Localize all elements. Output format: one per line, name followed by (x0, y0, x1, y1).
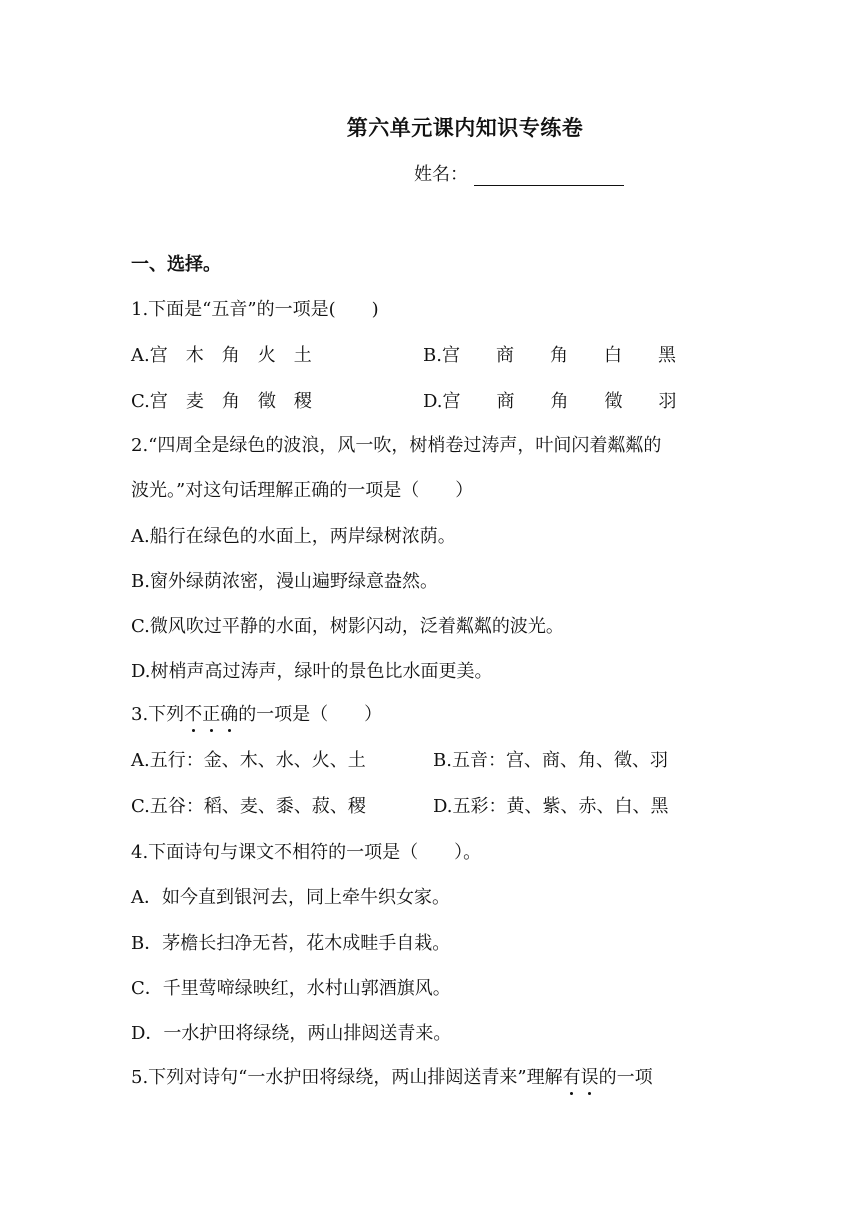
q3-stem-pre: 3.下列 (131, 704, 185, 725)
q2-stem-line-1: 2.“四周全是绿色的波浪，风一吹，树梢卷过涛声，叶间闪着粼粼的 (131, 435, 662, 456)
q4-option-d: D．一水护田将绿绕，两山排闼送青来。 (131, 1023, 452, 1044)
name-field-row (414, 160, 624, 186)
q3-option-b: B.五音：宫、商、角、徵、羽 (433, 750, 668, 771)
q1-option-b: B.宫 商 角 白 黑 (423, 345, 676, 366)
q4-option-a: A．如今直到银河去，同上牵牛织女家。 (131, 887, 450, 908)
q2-option-c: C.微风吹过平静的水面，树影闪动，泛着粼粼的波光。 (131, 616, 564, 637)
q1-option-a: A.宫 木 角 火 土 (131, 345, 312, 366)
page-title: 第六单元课内知识专练卷 (346, 116, 584, 140)
section-heading-choice: 一、选择。 (131, 254, 221, 275)
q2-stem-line-2: 波光。”对这句话理解正确的一项是（ ） (131, 480, 474, 501)
q3-option-c: C.五谷：稻、麦、黍、菽、稷 (131, 796, 366, 817)
q5-stem-pre: 5.下列对诗句“一水护田将绿绕，两山排闼送青来”理解 (131, 1067, 563, 1088)
q2-option-d: D.树梢声高过涛声，绿叶的景色比水面更美。 (131, 661, 493, 682)
q4-option-c: C．千里莺啼绿映红，水村山郭酒旗风。 (131, 978, 451, 999)
q5-stem-post: 的一项 (598, 1067, 653, 1088)
q3-option-d: D.五彩：黄、紫、赤、白、黑 (433, 796, 669, 817)
q2-option-b: B.窗外绿荫浓密，漫山遍野绿意盎然。 (131, 571, 438, 592)
q3-emphasis-char: 确 (220, 700, 238, 726)
name-label: 姓名： (414, 164, 468, 185)
q5-emphasis-char: 有 (563, 1063, 581, 1089)
q3-emphasis-char: 不 (184, 700, 202, 726)
q5-stem (131, 1063, 653, 1089)
q1-stem: 1.下面是“五音”的一项是( ) (131, 299, 379, 320)
q3-option-a: A.五行：金、木、水、火、土 (131, 750, 366, 771)
q3-stem-post: 的一项是（ ） (238, 704, 383, 725)
name-blank-line[interactable] (474, 165, 624, 186)
q2-option-a: A.船行在绿色的水面上，两岸绿树浓荫。 (131, 526, 456, 547)
q4-stem: 4.下面诗句与课文不相符的一项是（ ）。 (131, 842, 482, 863)
q3-stem (131, 700, 382, 726)
q5-emphasis-char: 误 (581, 1063, 599, 1089)
q1-option-c: C.宫 麦 角 徵 稷 (131, 391, 312, 412)
q3-emphasis-char: 正 (202, 700, 220, 726)
q1-option-d: D.宫 商 角 徵 羽 (423, 391, 677, 412)
q4-option-b: B．茅檐长扫净无苔，花木成畦手自栽。 (131, 933, 451, 954)
